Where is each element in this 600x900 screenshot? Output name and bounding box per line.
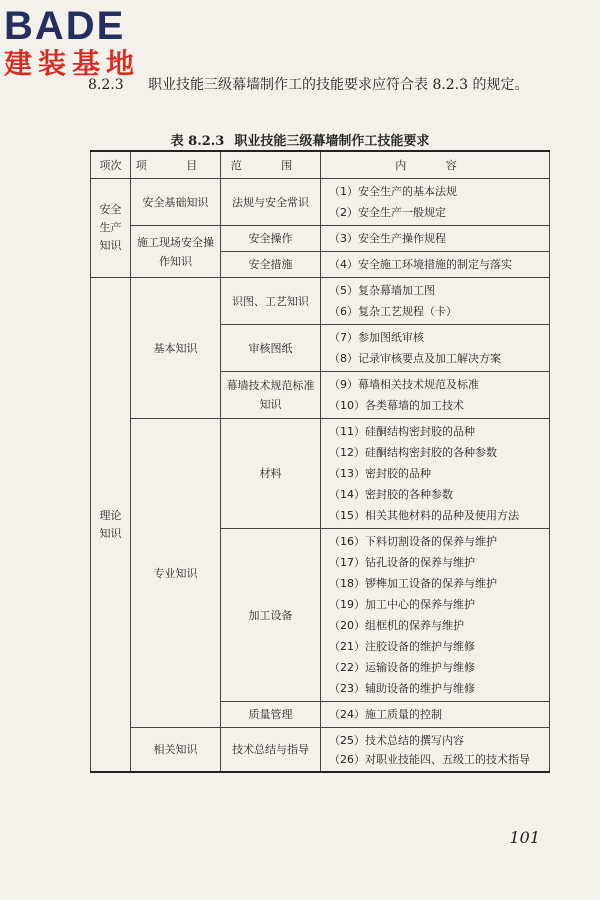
content-item: （6）复杂工艺规程（卡） xyxy=(329,305,457,318)
content-item: （10）各类幕墙的加工技术 xyxy=(329,399,464,412)
table-row xyxy=(91,728,550,773)
content-cell xyxy=(321,325,550,372)
content-item: （12）硅酮结构密封胶的各种参数 xyxy=(329,446,497,459)
content-cell xyxy=(321,179,550,226)
table-row xyxy=(91,278,550,325)
header-content: 内 容 xyxy=(321,151,550,179)
content-item: （23）辅助设备的维护与维修 xyxy=(329,682,475,695)
table-header-row xyxy=(91,151,550,179)
scope-cell: 加工设备 xyxy=(221,529,321,702)
scope-cell: 法规与安全常识 xyxy=(221,179,321,226)
content-item: （17）钻孔设备的保养与维护 xyxy=(329,556,475,569)
item-cell: 基本知识 xyxy=(131,278,221,419)
header-category: 项次 xyxy=(91,151,131,179)
content-cell xyxy=(321,226,550,252)
table-row xyxy=(91,226,550,252)
table-number: 表 8.2.3 xyxy=(170,134,225,149)
scope-cell: 安全操作 xyxy=(221,226,321,252)
content-cell xyxy=(321,728,550,773)
table-title: 职业技能三级幕墙制作工技能要求 xyxy=(234,134,430,149)
content-item: （20）组框机的保养与维护 xyxy=(329,619,464,632)
content-item: （5）复杂幕墙加工图 xyxy=(329,284,435,297)
content-item: （4）安全施工环境措施的制定与落实 xyxy=(329,258,512,271)
content-item: （18）锣榫加工设备的保养与维护 xyxy=(329,577,497,590)
content-item: （8）记录审核要点及加工解决方案 xyxy=(329,352,501,365)
table-caption xyxy=(0,130,600,149)
header-item: 项 目 xyxy=(131,151,221,179)
item-cell: 施工现场安全操作知识 xyxy=(131,226,221,278)
content-cell xyxy=(321,252,550,278)
content-item: （21）注胶设备的维护与维修 xyxy=(329,640,475,653)
logo xyxy=(4,4,140,80)
page-number: 101 xyxy=(509,828,540,847)
header-scope: 范 围 xyxy=(221,151,321,179)
content-item: （13）密封胶的品种 xyxy=(329,467,431,480)
scope-cell: 材料 xyxy=(221,419,321,529)
content-item: （3）安全生产操作规程 xyxy=(329,232,446,245)
item-cell: 相关知识 xyxy=(131,728,221,773)
content-item: （26）对职业技能四、五级工的技术指导 xyxy=(329,753,530,766)
content-item: （9）幕墙相关技术规范及标准 xyxy=(329,378,479,391)
content-item: （24）施工质量的控制 xyxy=(329,708,442,721)
content-item: （1）安全生产的基本法规 xyxy=(329,185,457,198)
item-cell: 安全基础知识 xyxy=(131,179,221,226)
item-cell: 专业知识 xyxy=(131,419,221,728)
table-row xyxy=(91,179,550,226)
logo-wordmark: BADE xyxy=(4,4,126,48)
scope-cell: 幕墙技术规范标准知识 xyxy=(221,372,321,419)
content-cell xyxy=(321,702,550,728)
content-item: （22）运输设备的维护与维修 xyxy=(329,661,475,674)
content-item: （19）加工中心的保养与维护 xyxy=(329,598,475,611)
paragraph-text: 职业技能三级幕墙制作工的技能要求应符合表 8.2.3 的规定。 xyxy=(148,77,529,93)
section-number: 8.2.3 xyxy=(88,77,124,93)
content-item: （11）硅酮结构密封胶的品种 xyxy=(329,425,475,438)
content-item: （16）下料切割设备的保养与维护 xyxy=(329,535,497,548)
table-row xyxy=(91,419,550,529)
intro-paragraph xyxy=(88,72,558,98)
content-item: （2）安全生产一般规定 xyxy=(329,206,446,219)
scope-cell: 识图、工艺知识 xyxy=(221,278,321,325)
content-cell xyxy=(321,419,550,529)
content-item: （25）技术总结的撰写内容 xyxy=(329,734,464,747)
content-cell xyxy=(321,372,550,419)
scope-cell: 审核图纸 xyxy=(221,325,321,372)
content-item: （15）相关其他材料的品种及使用方法 xyxy=(329,509,519,522)
content-cell xyxy=(321,278,550,325)
scope-cell: 技术总结与指导 xyxy=(221,728,321,773)
scope-cell: 质量管理 xyxy=(221,702,321,728)
content-item: （7）参加图纸审核 xyxy=(329,331,424,344)
category-cell: 安全生产知识 xyxy=(91,179,131,278)
skills-table xyxy=(90,150,550,773)
scope-cell: 安全措施 xyxy=(221,252,321,278)
category-cell: 理论知识 xyxy=(91,278,131,773)
content-cell xyxy=(321,529,550,702)
logo-subtitle: 建装基地 xyxy=(4,47,141,80)
content-item: （14）密封胶的各种参数 xyxy=(329,488,453,501)
